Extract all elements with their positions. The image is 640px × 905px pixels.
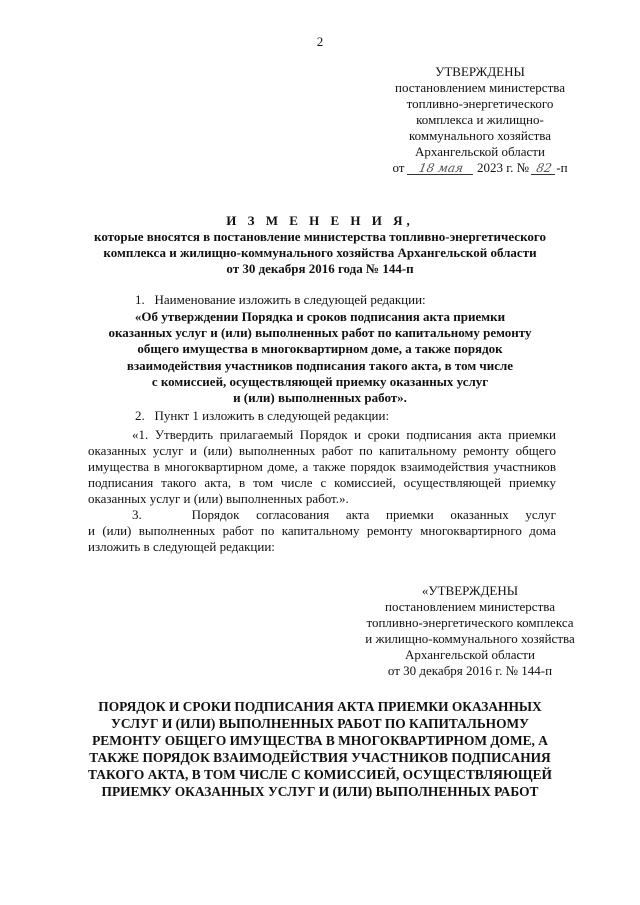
quote-line: оказанных услуг и (или) выполненных работ.». bbox=[88, 491, 349, 506]
item-2-text: 2. Пункт 1 изложить в следующей редакции: bbox=[135, 408, 390, 423]
item-1-quote bbox=[80, 309, 560, 406]
changes-heading: И З М Е Н Е Н И Я, bbox=[226, 213, 414, 228]
procedure-title-line: УСЛУГ И (ИЛИ) ВЫПОЛНЕННЫХ РАБОТ ПО КАПИТАЛЬНОМУ bbox=[111, 716, 529, 731]
quote-line: с комиссией, осуществляющей приемку оказанных услуг bbox=[151, 373, 489, 389]
procedure-title-line: РЕМОНТУ ОБЩЕГО ИМУЩЕСТВА В МНОГОКВАРТИРНОМ ДОМЕ, А bbox=[92, 733, 548, 748]
quote-line: имущества в многоквартирном доме, а также порядок взаимодействия участников bbox=[88, 459, 556, 474]
item-2-quote bbox=[88, 427, 556, 507]
approval-block bbox=[370, 64, 590, 176]
approval-date-prefix: от bbox=[392, 160, 405, 175]
procedure-title-line: ТАКОГО АКТА, В ТОМ ЧИСЛЕ С КОМИССИЕЙ, ОСУЩЕСТВЛЯЮЩЕЙ bbox=[88, 767, 552, 782]
quote-line: и (или) выполненных работ». bbox=[233, 390, 407, 406]
approval-line: топливно-энергетического комплекса bbox=[366, 615, 574, 630]
changes-title-line: которые вносятся в постановление министерства топливно-энергетического bbox=[94, 229, 546, 244]
approval-line: УТВЕРЖДЕНЫ bbox=[435, 64, 525, 79]
item-3-line: и (или) выполненных работ по капитальному ремонту многоквартирного дома bbox=[88, 523, 556, 538]
changes-title bbox=[60, 213, 580, 277]
quote-line: взаимодействия участников подписания такого акта, в том числе bbox=[126, 357, 514, 373]
approval-date-year: 2023 г. № bbox=[476, 160, 529, 175]
approval-line: Архангельской области bbox=[415, 144, 545, 159]
quoted-approval-block bbox=[340, 583, 600, 679]
approval-line: постановлением министерства bbox=[384, 599, 555, 614]
quote-line: «1. Утвердить прилагаемый Порядок и сроки подписания акта приемки bbox=[132, 427, 556, 442]
quote-line: подписания такого акта, в том числе с комиссией, осуществляющей приемку bbox=[88, 475, 556, 490]
handwritten-number: 82 bbox=[531, 162, 557, 175]
approval-line: Архангельской области bbox=[405, 647, 535, 662]
item-3-line: изложить в следующей редакции: bbox=[88, 539, 275, 554]
item-3-text bbox=[88, 507, 556, 555]
quote-line: оказанных услуг и (или) выполненных работ по капитальному ремонту общего bbox=[88, 443, 556, 458]
changes-title-line: от 30 декабря 2016 года № 144-п bbox=[226, 261, 414, 276]
approval-line: и жилищно-коммунального хозяйства bbox=[365, 631, 575, 646]
approval-line: постановлением министерства bbox=[394, 80, 565, 95]
quote-line: общего имущества в многоквартирном доме, а также порядок bbox=[137, 341, 503, 357]
approval-line: «УТВЕРЖДЕНЫ bbox=[421, 583, 519, 598]
approval-number-suffix: -п bbox=[556, 160, 568, 175]
handwritten-date: 18 мая bbox=[407, 162, 475, 175]
approval-line: от 30 декабря 2016 г. № 144-п bbox=[387, 663, 553, 678]
procedure-title-line: ПРИЕМКУ ОКАЗАННЫХ УСЛУГ И (ИЛИ) ВЫПОЛНЕННЫХ РАБОТ bbox=[101, 784, 539, 799]
item-1-text: 1. Наименование изложить в следующей редакции: bbox=[135, 292, 426, 307]
changes-title-line: комплекса и жилищно-коммунального хозяйства Архангельской области bbox=[103, 245, 537, 260]
approval-line: комплекса и жилищно- bbox=[416, 112, 544, 127]
page-number: 2 bbox=[316, 34, 324, 49]
quote-line: оказанных услуг и (или) выполненных работ по капитальному ремонту bbox=[108, 325, 532, 341]
approval-date-line bbox=[370, 160, 590, 176]
procedure-title-line: ТАКЖЕ ПОРЯДОК ВЗАИМОДЕЙСТВИЯ УЧАСТНИКОВ ПОДПИСАНИЯ bbox=[89, 750, 551, 765]
procedure-title-line: ПОРЯДОК И СРОКИ ПОДПИСАНИЯ АКТА ПРИЕМКИ ОКАЗАННЫХ bbox=[98, 699, 542, 714]
approval-line: коммунального хозяйства bbox=[408, 128, 552, 143]
approval-line: топливно-энергетического bbox=[406, 96, 554, 111]
procedure-title bbox=[70, 698, 570, 800]
item-3-line: 3. Порядок согласования акта приемки оказанных услуг bbox=[132, 507, 556, 522]
quote-line: «Об утверждении Порядка и сроков подписания акта приемки bbox=[134, 309, 506, 324]
